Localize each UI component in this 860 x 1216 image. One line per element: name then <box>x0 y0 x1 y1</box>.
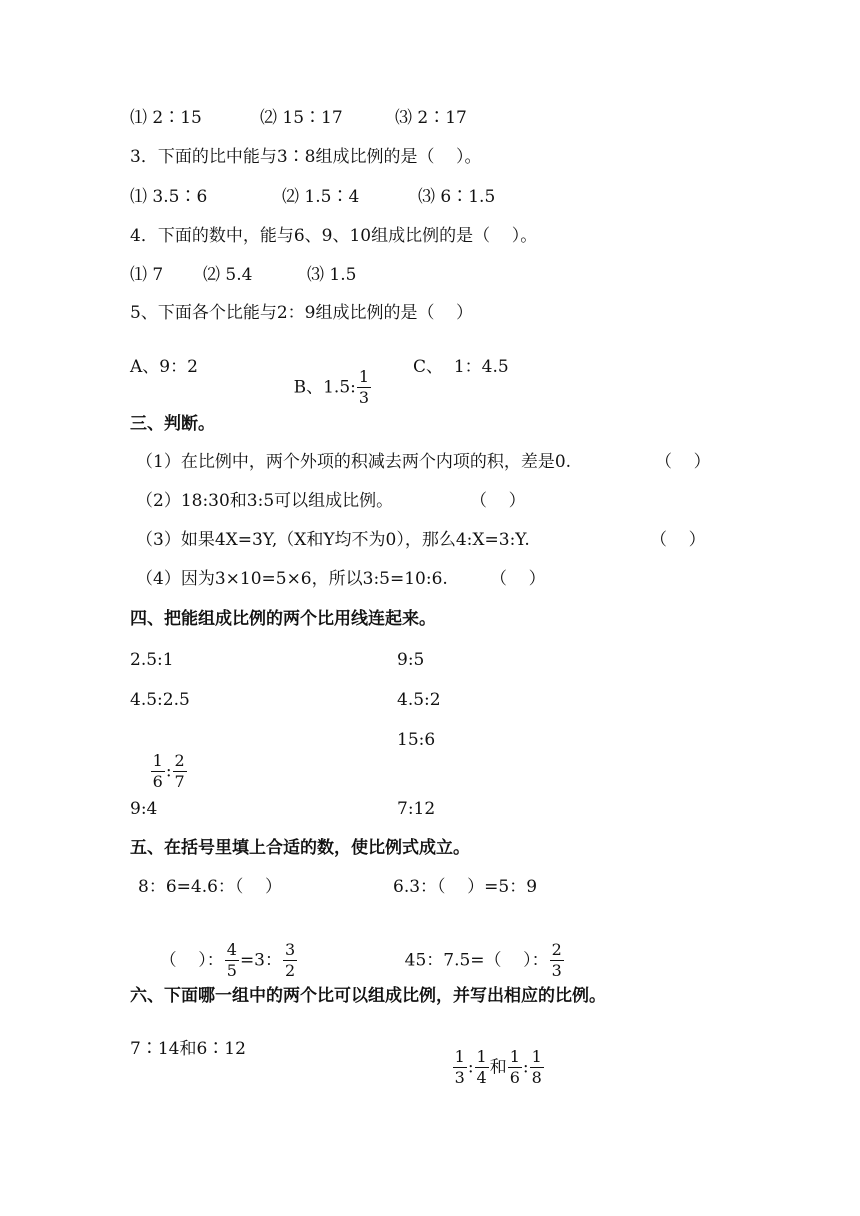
fraction-numerator: 3 <box>285 940 296 959</box>
fraction-denominator: 5 <box>226 961 237 980</box>
match-left-1: 2.5:1 <box>130 650 174 670</box>
fill-row2-left-mid: =3： <box>239 950 282 971</box>
ratio-colon: : <box>467 1057 474 1078</box>
ratio-colon: : <box>165 761 172 782</box>
fill-row2-left-prefix: （ ）： <box>159 950 224 971</box>
q4-option-a: ⑴ 7 <box>130 265 164 285</box>
fraction-denominator: 4 <box>476 1068 487 1087</box>
fraction-numerator: 1 <box>152 751 163 770</box>
section6-title: 六、下面哪一组中的两个比可以组成比例，并写出相应的比例。 <box>130 986 606 1006</box>
fraction-denominator: 6 <box>152 772 163 791</box>
q4-option-c: ⑶ 1.5 <box>307 265 357 285</box>
fraction-numerator: 2 <box>551 940 562 959</box>
fraction-numerator: 4 <box>226 940 237 959</box>
judge-item-4-bracket: （ ） <box>490 569 546 589</box>
q5-option-b-prefix: B、1.5: <box>293 377 356 398</box>
q5-option-a: A、9：2 <box>130 357 198 377</box>
q5-option-b <box>272 345 372 430</box>
fraction-denominator: 8 <box>531 1068 542 1087</box>
fraction <box>151 751 165 792</box>
fraction <box>508 1047 522 1088</box>
and-word: 和 <box>489 1057 507 1078</box>
judge-item-3: （3）如果4X=3Y,（X和Y均不为0），那么4:X=3:Y. <box>136 530 530 550</box>
section4-title: 四、把能组成比例的两个比用线连起来。 <box>130 609 436 629</box>
fraction <box>173 751 187 792</box>
match-right-2: 4.5:2 <box>397 690 441 710</box>
fraction <box>225 940 239 981</box>
fraction-denominator: 3 <box>358 388 370 407</box>
q3-question: 3．下面的比中能与3∶8组成比例的是（ ）。 <box>130 147 482 167</box>
fraction <box>283 940 297 981</box>
q3-option-a: ⑴ 3.5∶6 <box>130 187 208 207</box>
judge-item-2-bracket: （ ） <box>470 491 526 511</box>
judge-item-3-bracket: （ ） <box>650 530 706 550</box>
match-left-2: 4.5:2.5 <box>130 690 190 710</box>
q4-question: 4．下面的数中，能与6、9、10组成比例的是（ ）。 <box>130 226 538 246</box>
q3-option-b: ⑵ 1.5∶4 <box>282 187 360 207</box>
section3-title: 三、判断。 <box>130 414 215 434</box>
q2-option-a: ⑴ 2∶15 <box>130 108 202 128</box>
fraction-denominator: 3 <box>551 961 562 980</box>
match-right-3: 15:6 <box>397 730 436 750</box>
fill-row1-left: 8：6=4.6：（ ） <box>138 877 283 897</box>
fill-row1-right: 6.3：（ ）=5：9 <box>393 877 538 897</box>
fraction <box>475 1047 489 1088</box>
judge-item-2: （2）18:30和3:5可以组成比例。 <box>136 491 394 511</box>
fraction-denominator: 2 <box>285 961 296 980</box>
fraction <box>530 1047 544 1088</box>
fraction <box>453 1047 467 1088</box>
q4-option-b: ⑵ 5.4 <box>203 265 253 285</box>
fraction-denominator: 7 <box>174 772 185 791</box>
ratio-pair-left: 7∶14和6∶12 <box>130 1039 246 1059</box>
judge-item-1-bracket: （ ） <box>655 452 711 472</box>
section5-title: 五、在括号里填上合适的数，使比例式成立。 <box>130 838 470 858</box>
match-right-1: 9:5 <box>397 650 425 670</box>
fraction-numerator: 1 <box>454 1047 465 1066</box>
judge-item-4: （4）因为3×10=5×6，所以3:5=10:6. <box>136 569 448 589</box>
q3-option-c: ⑶ 6∶1.5 <box>418 187 496 207</box>
fraction <box>550 940 564 981</box>
fraction-denominator: 3 <box>454 1068 465 1087</box>
ratio-colon: : <box>522 1057 529 1078</box>
ratio-pair-right <box>430 1025 545 1110</box>
q5-option-c: C、 1：4.5 <box>413 357 509 377</box>
fraction-numerator: 1 <box>358 367 370 386</box>
match-right-4: 7:12 <box>397 799 436 819</box>
fraction-denominator: 6 <box>509 1068 520 1087</box>
q2-option-c: ⑶ 2∶17 <box>395 108 467 128</box>
match-left-4: 9:4 <box>130 799 158 819</box>
fraction-numerator: 1 <box>531 1047 542 1066</box>
judge-item-1: （1）在比例中，两个外项的积减去两个内项的积，差是0. <box>136 452 572 472</box>
fraction <box>357 367 371 408</box>
q2-option-b: ⑵ 15∶17 <box>260 108 343 128</box>
fraction-numerator: 2 <box>174 751 185 770</box>
fill-row2-right-prefix: 45：7.5=（ ）： <box>404 950 549 971</box>
q5-question: 5、下面各个比能与2：9组成比例的是（ ） <box>130 303 474 323</box>
fraction-numerator: 1 <box>476 1047 487 1066</box>
fraction-numerator: 1 <box>509 1047 520 1066</box>
